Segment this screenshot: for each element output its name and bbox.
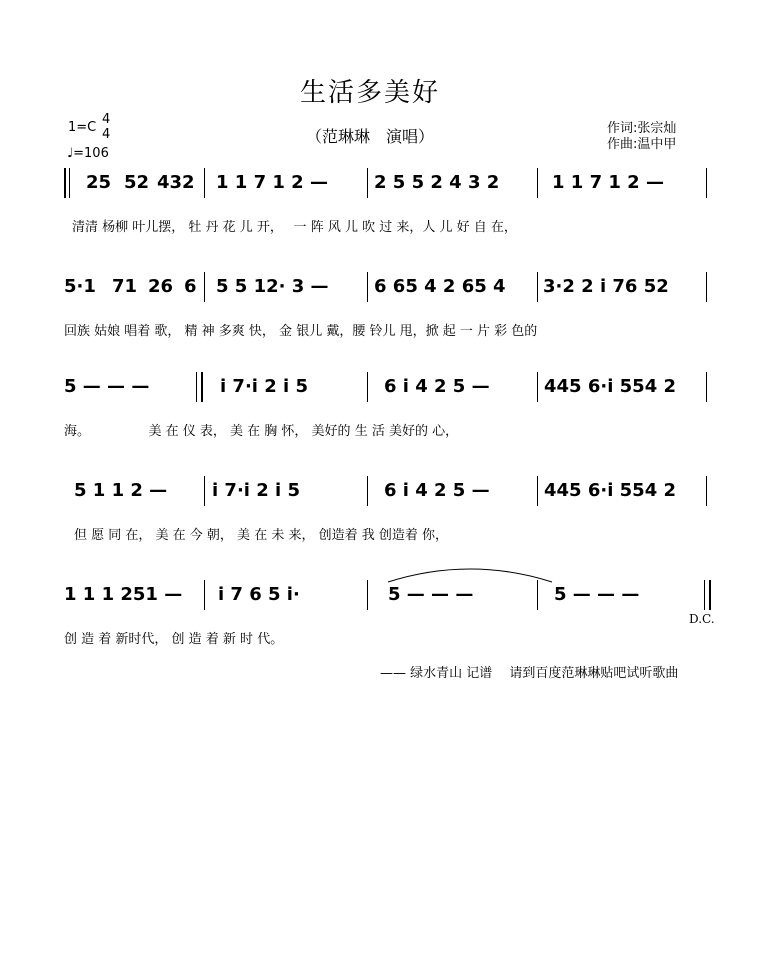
measure-notes: 6 i 4 2 5 —: [384, 376, 490, 397]
barline: [204, 580, 205, 610]
measure-notes: 6 65 4 2 65 4: [374, 276, 506, 297]
lyrics-line: 回族 姑娘 唱着 歌， 精 神 多爽 快， 金 银儿 戴，腰 铃儿 甩，掀 起 一 片 彩 色的: [64, 324, 538, 339]
notes-group: 26: [148, 276, 174, 297]
measure-notes: i 7 6 5 i·: [218, 584, 300, 605]
notes-group: 25: [86, 172, 112, 193]
measure-notes: 1 1 7 1 2 —: [216, 172, 328, 193]
measure-notes: 445 6·i 554 2: [544, 480, 677, 501]
note-line: [0, 476, 780, 506]
footer-note: —— 绿水青山 记谱 请到百度范琳琳贴吧试听歌曲: [380, 666, 679, 681]
notes-group: 71: [112, 276, 138, 297]
notes-group: 6: [184, 276, 197, 297]
dc-marking: D.C.: [689, 612, 715, 626]
barline: [537, 476, 538, 506]
repeat-end-barline: [201, 372, 203, 402]
barline: [706, 476, 707, 506]
composer-credit: 作曲:温中甲: [607, 137, 677, 152]
credits: [607, 121, 676, 153]
lyrics-line: 海。 美 在 仪 表， 美 在 胸 怀， 美好的 生 活 美好的 心，: [64, 424, 459, 439]
measure-notes: 5 1 1 2 —: [74, 480, 168, 501]
barline: [537, 372, 538, 402]
performer-subtitle: （范琳琳 演唱）: [305, 127, 434, 146]
barline: [367, 272, 368, 302]
measure-notes: i 7·i 2 i 5: [212, 480, 300, 501]
barline: [204, 272, 205, 302]
final-barline: [709, 580, 711, 610]
final-barline: [704, 580, 705, 610]
notes-group: 5·1: [64, 276, 96, 297]
lyrics-line: 但 愿 同 在， 美 在 今 朝， 美 在 未 来， 创造着 我 创造着 你，: [74, 528, 448, 543]
key-signature: 1=C: [68, 120, 97, 135]
note-line: [0, 372, 780, 402]
measure-notes: 445 6·i 554 2: [544, 376, 677, 397]
repeat-end-barline: [196, 372, 197, 402]
barline: [706, 372, 707, 402]
barline: [204, 476, 205, 506]
time-signature: [102, 112, 110, 142]
barline: [367, 168, 368, 198]
tempo-marking: ♩=106: [67, 146, 109, 161]
barline: [204, 168, 205, 198]
time-signature-bottom: 4: [102, 127, 111, 142]
barline: [367, 372, 368, 402]
barline: [537, 168, 538, 198]
barline: [367, 580, 368, 610]
tie-arc: [380, 560, 560, 590]
song-title: 生活多美好: [299, 78, 440, 108]
barline: [537, 272, 538, 302]
repeat-barline: [69, 168, 70, 198]
measure-notes: 1 1 1 251 —: [64, 584, 183, 605]
measure-notes: 3·2 2 i 76 52: [543, 276, 669, 297]
barline: [706, 168, 707, 198]
measure-notes: 6 i 4 2 5 —: [384, 480, 490, 501]
measure-notes: 5 5 12· 3 —: [216, 276, 329, 297]
repeat-barline: [64, 168, 66, 198]
measure-notes: 5 — — —: [554, 584, 640, 605]
barline: [706, 272, 707, 302]
measure-notes: 1 1 7 1 2 —: [552, 172, 664, 193]
note-line: [0, 272, 780, 302]
time-signature-top: 4: [102, 112, 111, 127]
notes-group: 432: [157, 172, 195, 193]
measure-notes: 5 — — —: [64, 376, 150, 397]
note-line: [0, 168, 780, 198]
measure-notes: 5 — — —: [388, 584, 474, 605]
lyricist-credit: 作词:张宗灿: [607, 121, 677, 136]
measure-notes: 2 5 5 2 4 3 2: [374, 172, 500, 193]
lyrics-line: 清清 杨柳 叶儿摆， 牡 丹 花 儿 开， 一 阵 风 儿 吹 过 来，人 儿 好 自 在，: [72, 220, 517, 235]
lyrics-line: 创 造 着 新时代， 创 造 着 新 时 代。: [64, 632, 284, 647]
barline: [367, 476, 368, 506]
measure-notes: i 7·i 2 i 5: [220, 376, 308, 397]
notes-group: 52: [124, 172, 150, 193]
